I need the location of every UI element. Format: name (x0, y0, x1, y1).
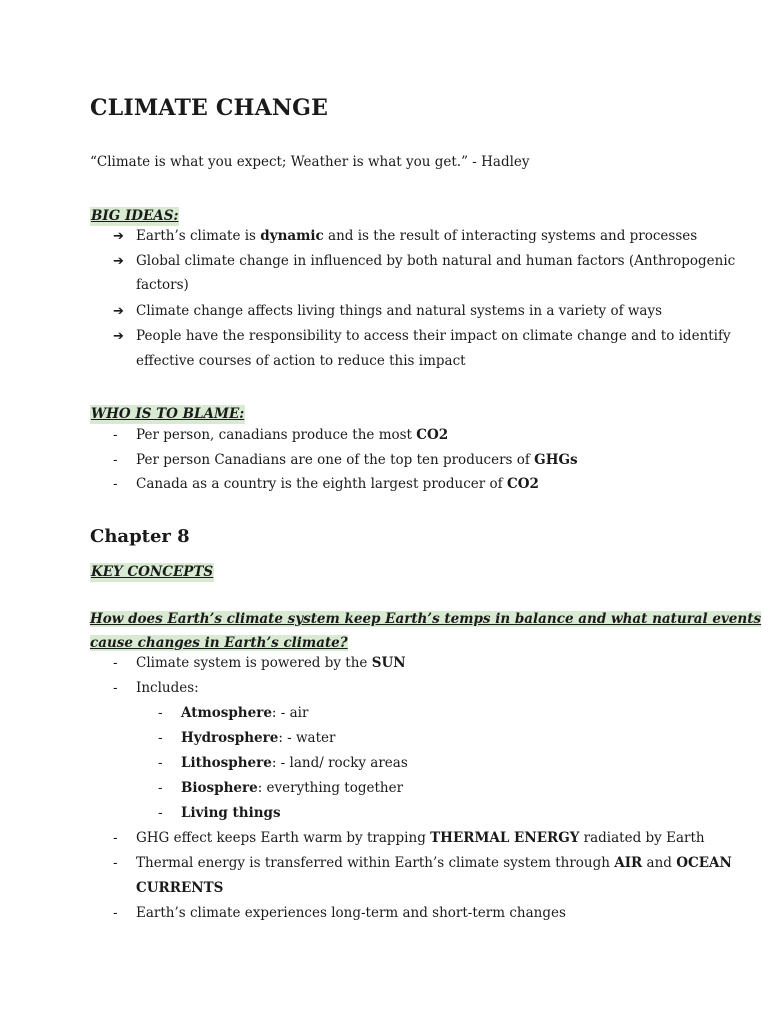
sub-item-text: : - air (271, 705, 309, 721)
concept-item-continued (136, 880, 223, 896)
big-ideas-heading: BIG IDEAS: (91, 208, 179, 224)
sub-item-bold: Atmosphere (181, 705, 272, 721)
blame-item (136, 427, 448, 443)
dash-bullet: - (113, 830, 118, 846)
hadley-quote: “Climate is what you expect; Weather is what you get.” - Hadley (90, 154, 530, 170)
dash-bullet: - (113, 427, 118, 443)
big-idea-item: Global climate change in influenced by both natural and human factors (Anthropogenic (136, 253, 736, 269)
blame-text: Per person Canadians are one of the top ten producers of (136, 452, 535, 468)
arrow-bullet-icon: ➔ (113, 329, 124, 344)
key-concepts-heading: KEY CONCEPTS (91, 564, 214, 580)
concept-bold: OCEAN (676, 855, 732, 871)
dash-bullet: - (158, 705, 163, 721)
big-idea-text: and is the result of interacting systems and processes (323, 228, 698, 244)
blame-bold: CO2 (416, 427, 449, 443)
concept-item (136, 855, 732, 871)
concept-text: and (642, 855, 677, 871)
sub-item-bold: Living things (181, 805, 281, 821)
big-idea-bold: dynamic (260, 228, 324, 244)
big-idea-item-continued: factors) (136, 277, 189, 293)
blame-bold: GHGs (534, 452, 578, 468)
concept-text: radiated by Earth (579, 830, 705, 846)
sub-item-text: : everything together (257, 780, 404, 796)
chapter-title: Chapter 8 (90, 526, 190, 547)
concept-item: Earth’s climate experiences long-term and short-term changes (136, 905, 566, 921)
concept-bold: CURRENTS (136, 880, 224, 896)
blame-text: Per person, canadians produce the most (136, 427, 417, 443)
sub-item-bold: Lithosphere (181, 755, 272, 771)
big-idea-item-continued: effective courses of action to reduce this impact (136, 353, 466, 369)
big-idea-item: Climate change affects living things and natural systems in a variety of ways (136, 303, 663, 319)
concept-text: Thermal energy is transferred within Earth’s climate system through (136, 855, 615, 871)
concept-text: GHG effect keeps Earth warm by trapping (136, 830, 431, 846)
chapter-question-line: cause changes in Earth’s climate? (90, 635, 348, 651)
concept-bold: AIR (614, 855, 643, 871)
blame-item (136, 452, 578, 468)
blame-text: Canada as a country is the eighth largest producer of (136, 476, 507, 492)
dash-bullet: - (113, 680, 118, 696)
sub-item-biosphere (181, 780, 403, 796)
sub-item-lithosphere (181, 755, 408, 771)
concept-text: Climate system is powered by the (136, 655, 372, 671)
arrow-bullet-icon: ➔ (113, 229, 124, 244)
big-idea-item: People have the responsibility to access their impact on climate change and to identify (136, 328, 731, 344)
key-concepts-heading-wrap (90, 561, 214, 580)
arrow-bullet-icon: ➔ (113, 254, 124, 269)
dash-bullet: - (158, 730, 163, 746)
arrow-bullet-icon: ➔ (113, 304, 124, 319)
big-idea-text: Earth’s climate is (136, 228, 261, 244)
sub-item-text: : - water (278, 730, 336, 746)
dash-bullet: - (158, 755, 163, 771)
sub-item-bold: Hydrosphere (181, 730, 279, 746)
dash-bullet: - (113, 855, 118, 871)
chapter-question (90, 607, 761, 655)
sub-item-hydrosphere (181, 730, 335, 746)
concept-item (136, 830, 705, 846)
concept-bold: THERMAL ENERGY (430, 830, 580, 846)
dash-bullet: - (113, 476, 118, 492)
sub-item-text: : - land/ rocky areas (271, 755, 408, 771)
dash-bullet: - (158, 805, 163, 821)
dash-bullet: - (158, 780, 163, 796)
concept-item: Includes: (136, 680, 199, 696)
who-is-to-blame-heading-wrap (90, 403, 245, 422)
dash-bullet: - (113, 905, 118, 921)
blame-bold: CO2 (506, 476, 539, 492)
document-title: CLIMATE CHANGE (90, 95, 329, 121)
sub-item-living-things (181, 805, 281, 821)
big-idea-item (136, 228, 697, 244)
who-is-to-blame-heading: WHO IS TO BLAME: (91, 406, 245, 422)
big-ideas-heading-wrap (90, 205, 179, 224)
sub-item-atmosphere (181, 705, 308, 721)
chapter-question-line: How does Earth’s climate system keep Earth’s temps in balance and what natural events (90, 611, 762, 627)
concept-item (136, 655, 406, 671)
blame-item (136, 476, 539, 492)
dash-bullet: - (113, 655, 118, 671)
concept-bold: SUN (371, 655, 406, 671)
sub-item-bold: Biosphere (181, 780, 258, 796)
dash-bullet: - (113, 452, 118, 468)
